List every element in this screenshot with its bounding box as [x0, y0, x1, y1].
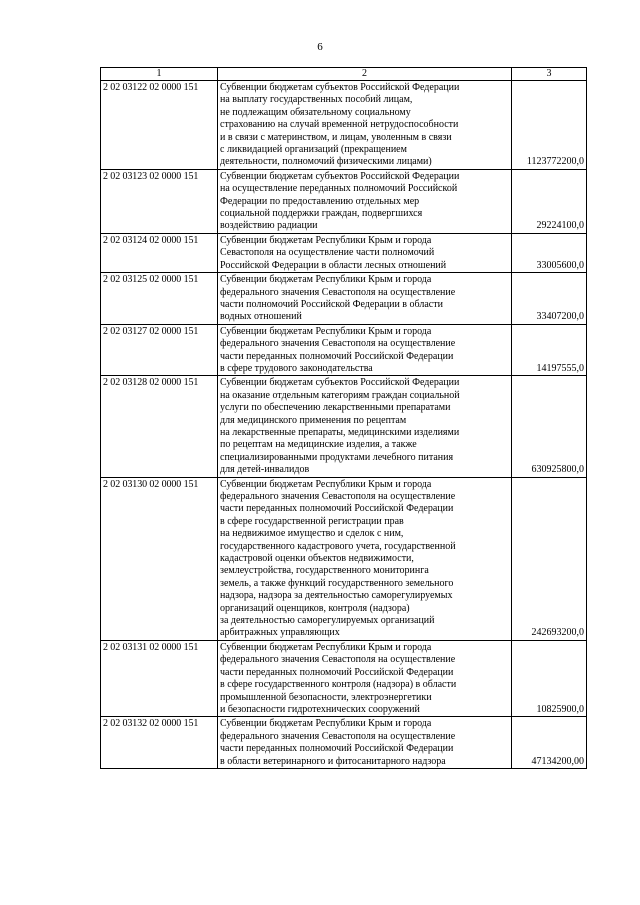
description-line: для медицинского применения по рецептам	[220, 414, 407, 426]
table-row	[101, 717, 587, 769]
table-row	[101, 81, 587, 170]
budget-amount: 29224100,0	[512, 169, 587, 233]
budget-code: 2 02 03128 02 0000 151	[101, 376, 218, 477]
description-line: в сфере трудового законодательства	[220, 362, 373, 374]
budget-code: 2 02 03130 02 0000 151	[101, 477, 218, 640]
description-line: части полномочий Российской Федерации в области	[220, 298, 443, 310]
description-line: для детей-инвалидов	[220, 464, 310, 476]
description-line: федерального значения Севастополя на осуществление	[220, 654, 456, 666]
description-line: Севастополя на осуществление части полномочий	[220, 247, 435, 259]
description-line: промышленной безопасности, электроэнергетики	[220, 691, 432, 703]
description-line: организаций оценщиков, контроля (надзора)	[220, 602, 410, 614]
table-row	[101, 477, 587, 640]
description-line: государственного кадастрового учета, государственной	[220, 540, 456, 552]
budget-code: 2 02 03123 02 0000 151	[101, 169, 218, 233]
description-line: на осуществление переданных полномочий Российской	[220, 183, 458, 195]
description-line: специализированными продуктами лечебного питания	[220, 451, 454, 463]
description-line: федерального значения Севастополя на осуществление	[220, 286, 456, 298]
description-line: на выплату государственных пособий лицам,	[220, 94, 413, 106]
description-line: земель, а также функций государственного земельного	[220, 577, 454, 589]
description-line: Российской Федерации в области лесных отношений	[220, 259, 447, 271]
description-line: Субвенции бюджетам субъектов Российской Федерации	[220, 82, 460, 93]
budget-code: 2 02 03131 02 0000 151	[101, 640, 218, 716]
description-line: Федерации по предоставлению отдельных мер	[220, 195, 420, 207]
budget-description	[218, 169, 512, 233]
budget-description	[218, 233, 512, 272]
description-line: в сфере государственного контроля (надзора) в области	[220, 679, 457, 691]
budget-description	[218, 376, 512, 477]
description-line: части переданных полномочий Российской Федерации	[220, 350, 454, 362]
description-line: услуги по обеспечению лекарственными препаратами	[220, 402, 451, 414]
description-line: арбитражных управляющих	[220, 627, 340, 639]
description-line: Субвенции бюджетам Республики Крым и города	[220, 641, 432, 653]
table-header-row	[101, 68, 587, 81]
budget-amount: 33407200,0	[512, 273, 587, 325]
description-line: на недвижимое имущество и сделок с ним,	[220, 528, 404, 540]
description-line: и безопасности гидротехнических сооружений	[220, 703, 420, 715]
budget-amount: 33005600,0	[512, 233, 587, 272]
description-line: воздействию радиации	[220, 220, 318, 232]
budget-table	[100, 67, 587, 769]
budget-description	[218, 477, 512, 640]
budget-description	[218, 273, 512, 325]
description-line: не подлежащим обязательному социальному	[220, 106, 411, 118]
description-line: землеустройства, государственного мониторинга	[220, 565, 429, 577]
column-header-amount: 3	[512, 68, 587, 81]
description-line: социальной поддержки граждан, подвергшихся	[220, 208, 423, 220]
budget-code: 2 02 03127 02 0000 151	[101, 324, 218, 376]
description-line: Субвенции бюджетам Республики Крым и города	[220, 234, 432, 246]
table-row	[101, 324, 587, 376]
budget-amount: 242693200,0	[512, 477, 587, 640]
budget-amount: 630925800,0	[512, 376, 587, 477]
description-line: страхованию на случай временной нетрудоспособности	[220, 119, 459, 131]
description-line: кадастровой оценки объектов недвижимости,	[220, 553, 414, 565]
description-line: водных отношений	[220, 311, 302, 323]
table-row	[101, 273, 587, 325]
description-line: на лекарственные препараты, медицинскими изделиями	[220, 426, 460, 438]
budget-code: 2 02 03125 02 0000 151	[101, 273, 218, 325]
budget-amount: 47134200,00	[512, 717, 587, 769]
description-line: деятельности, полномочий физическими лицами)	[220, 156, 432, 168]
budget-amount: 14197555,0	[512, 324, 587, 376]
description-line: надзора, надзора за деятельностью саморегулируемых	[220, 590, 453, 602]
description-line: федерального значения Севастополя на осуществление	[220, 730, 456, 742]
description-line: с ликвидацией организаций (прекращением	[220, 144, 407, 156]
description-line: в сфере государственной регистрации прав	[220, 515, 404, 527]
page-number: 6	[317, 41, 323, 53]
description-line: и в связи с материнством, и лицам, уволенным в связи	[220, 131, 452, 143]
budget-amount: 1123772200,0	[512, 81, 587, 170]
description-line: за деятельностью саморегулируемых организаций	[220, 615, 435, 627]
budget-description	[218, 81, 512, 170]
description-line: Субвенции бюджетам субъектов Российской Федерации	[220, 377, 460, 389]
description-line: на оказание отдельным категориям граждан социальной	[220, 389, 460, 401]
description-line: части переданных полномочий Российской Федерации	[220, 666, 454, 678]
description-line: по рецептам на медицинские изделия, а также	[220, 439, 417, 451]
table-row	[101, 169, 587, 233]
column-header-code: 1	[101, 68, 218, 81]
budget-description	[218, 717, 512, 769]
budget-amount: 10825900,0	[512, 640, 587, 716]
description-line: части переданных полномочий Российской Федерации	[220, 743, 454, 755]
description-line: Субвенции бюджетам Республики Крым и города	[220, 274, 432, 286]
description-line: Субвенции бюджетам Республики Крым и города	[220, 325, 432, 337]
description-line: Субвенции бюджетам субъектов Российской Федерации	[220, 170, 460, 182]
budget-description	[218, 640, 512, 716]
table-row	[101, 640, 587, 716]
description-line: федерального значения Севастополя на осуществление	[220, 491, 456, 502]
table-row	[101, 376, 587, 477]
column-header-description: 2	[218, 68, 512, 81]
budget-code: 2 02 03132 02 0000 151	[101, 717, 218, 769]
description-line: Субвенции бюджетам Республики Крым и города	[220, 478, 432, 490]
budget-code: 2 02 03122 02 0000 151	[101, 81, 218, 170]
description-line: федерального значения Севастополя на осуществление	[220, 338, 456, 350]
description-line: части переданных полномочий Российской Федерации	[220, 503, 454, 515]
description-line: Субвенции бюджетам Республики Крым и города	[220, 718, 432, 730]
budget-description	[218, 324, 512, 376]
description-line: в области ветеринарного и фитосанитарного надзора	[220, 755, 446, 767]
budget-code: 2 02 03124 02 0000 151	[101, 233, 218, 272]
table-row	[101, 233, 587, 272]
